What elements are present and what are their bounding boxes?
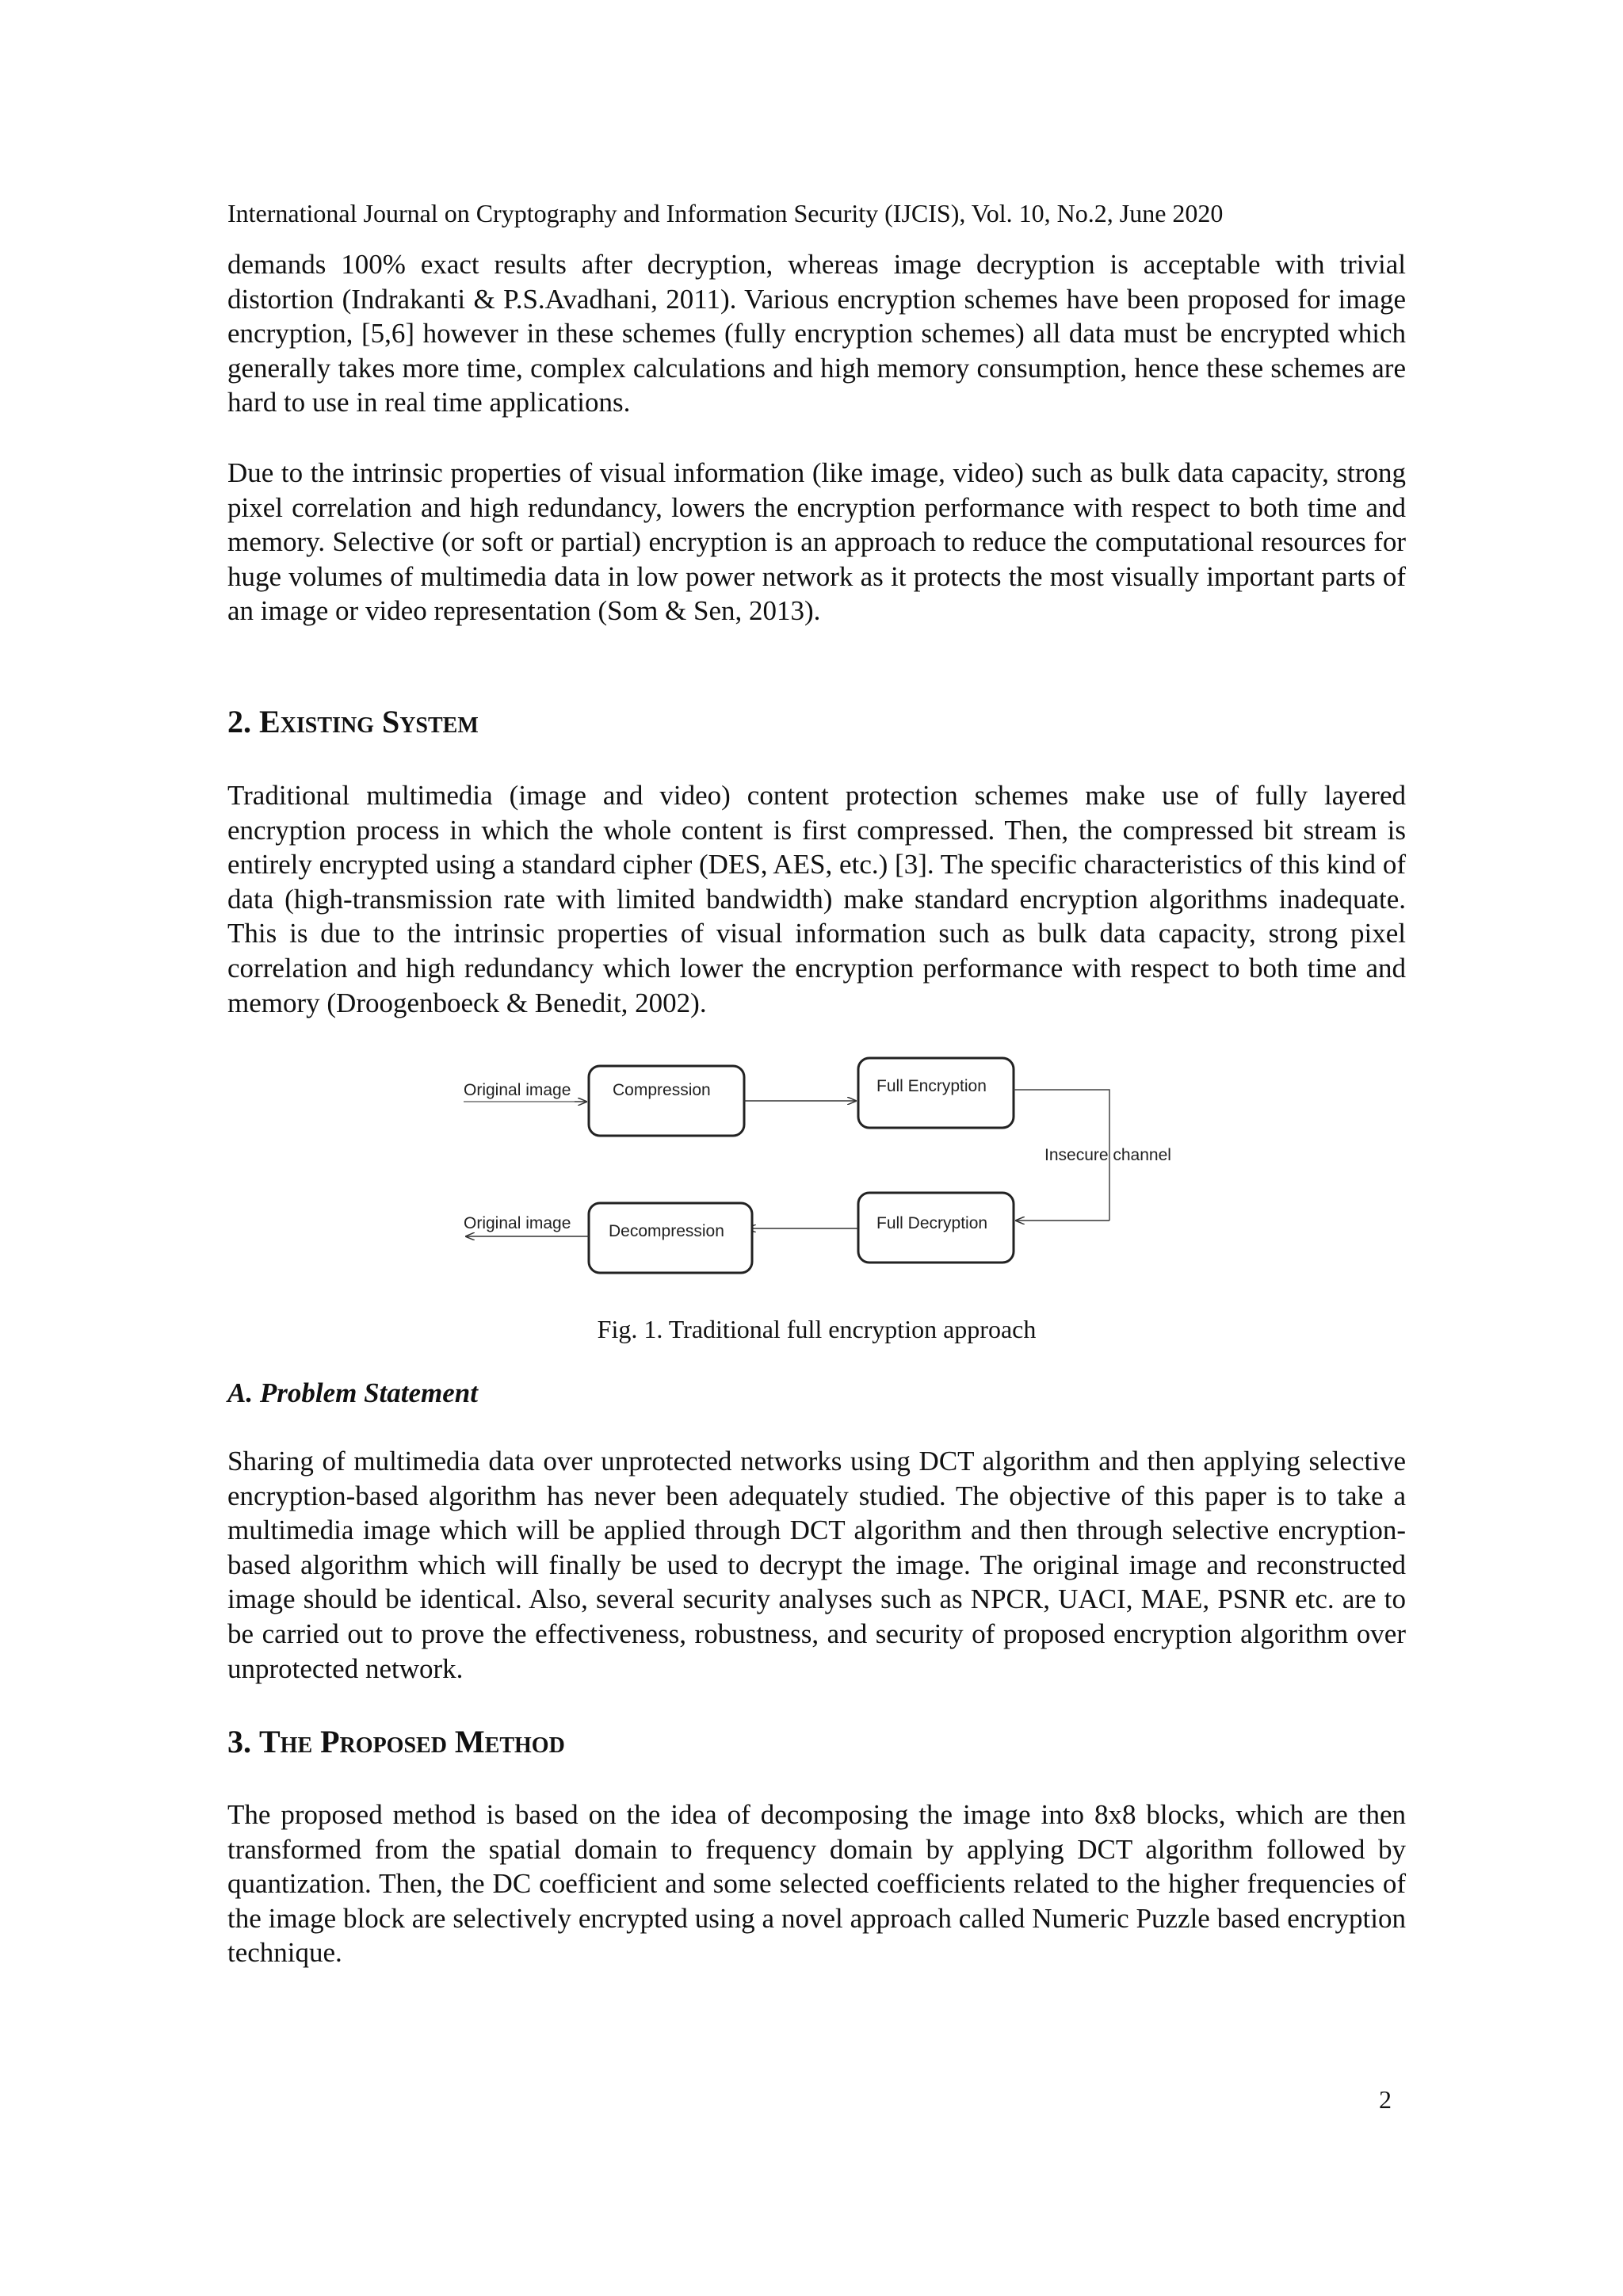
page-number: 2 (1379, 2085, 1392, 2114)
input-image-label: Original image (464, 1081, 571, 1099)
full-encryption-flow-diagram (444, 1046, 1205, 1300)
intro-block-2 (227, 456, 1406, 628)
insecure-channel-label: Insecure channel (1044, 1146, 1171, 1164)
section-3-heading (227, 1721, 565, 1763)
section-2-heading (227, 701, 479, 743)
subsection-a-body (227, 1444, 1406, 1686)
figure-1-diagram (444, 1046, 1205, 1300)
output-image-label: Original image (464, 1214, 571, 1232)
section-3-title: The Proposed Method (259, 1724, 565, 1759)
section-3-body (227, 1797, 1406, 1970)
full-encryption-label: Full Encryption (876, 1077, 987, 1095)
intro-paragraph-2: Due to the intrinsic properties of visual information (like image, video) such as bulk data capacity, strong pixel correlation and high redundancy, lowers the encryption performance with respect to both time and memory. Selective (or soft or partial) encryption is an approach to reduce the computational resources for huge volumes of multimedia data in low power network as it protects the most visually important parts of an image or video representation (Som & Sen, 2013). (227, 457, 1406, 627)
section-3-number: 3. (227, 1724, 251, 1759)
intro-paragraph-1: demands 100% exact results after decryption, whereas image decryption is acceptable with trivial distortion (Indrakanti & P.S.Avadhani, 2011). Various encryption schemes have been proposed for image encryption, [5,6] however in these schemes (fully encryption schemes) all data must be encrypted which generally takes more time, complex calculations and high memory consumption, hence these schemes are hard to use in real time applications. (227, 249, 1406, 418)
figure-1-caption: Fig. 1. Traditional full encryption approach (597, 1315, 1037, 1343)
full-decryption-label: Full Decryption (876, 1214, 988, 1232)
running-header: International Journal on Cryptography and Information Security (IJCIS), Vol. 10, No.2, June 2020 (227, 199, 1224, 227)
section-2-body (227, 778, 1406, 1020)
compression-box (589, 1066, 744, 1136)
section-2-number: 2. (227, 704, 251, 739)
subsection-a-heading: A. Problem Statement (227, 1377, 478, 1408)
compression-label: Compression (613, 1081, 711, 1099)
section-2-paragraph-1: Traditional multimedia (image and video) content protection schemes make use of fully layered encryption process in which the whole content is first compressed. Then, the compressed bit stream is entirely encrypted using a standard cipher (DES, AES, etc.) [3]. The specific characteristics of this kind of data (high-transmission rate with limited bandwidth) make standard encryption algorithms inadequate. This is due to the intrinsic properties of visual information such as bulk data capacity, strong pixel correlation and high redundancy which lower the encryption performance with respect to both time and memory (Droogenboeck & Benedit, 2002). (227, 780, 1406, 1018)
section-2-title: Existing System (259, 704, 479, 739)
section-3-paragraph-1: The proposed method is based on the idea of decomposing the image into 8x8 blocks, which are then transformed from the spatial domain to frequency domain by applying DCT algorithm followed by quantization. Then, the DC coefficient and some selected coefficients related to the higher frequencies of the image block are selectively encrypted using a novel approach called Numeric Puzzle based encryption technique. (227, 1799, 1406, 1969)
intro-block (227, 247, 1406, 420)
subsection-a-paragraph-1: Sharing of multimedia data over unprotected networks using DCT algorithm and then applying selective encryption-based algorithm has never been adequately studied. The objective of this paper is to take a multimedia image which will be applied through DCT algorithm and then through selective encryption-based algorithm which will finally be used to decrypt the image. The original image and reconstructed image should be identical. Also, several security analyses such as NPCR, UACI, MAE, PSNR etc. are to be carried out to prove the effectiveness, robustness, and security of proposed encryption algorithm over unprotected network. (227, 1446, 1406, 1684)
decompression-label: Decompression (609, 1222, 724, 1240)
